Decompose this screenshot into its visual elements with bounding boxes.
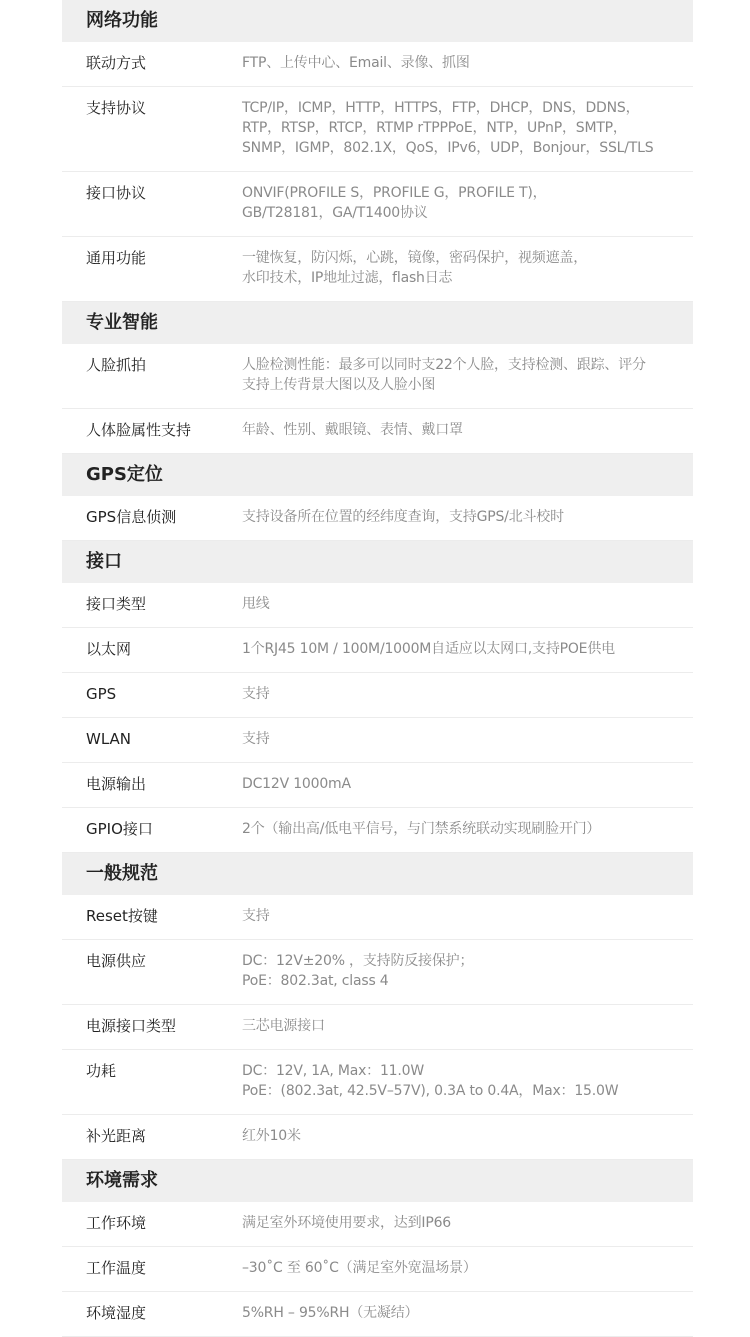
spec-label: 电源接口类型 (86, 1017, 177, 1035)
spec-row (62, 87, 693, 172)
spec-value: 年龄、性别、戴眼镜、表情、戴口罩 (242, 422, 463, 438)
spec-row (62, 718, 693, 763)
spec-label: 电源输出 (86, 775, 147, 793)
spec-value: DC：12V, 1A, Max：11.0W PoE：(802.3at, 42.5V–57V), 0.3A to 0.4A，Max：15.0W (242, 1063, 619, 1099)
spec-section (62, 454, 693, 541)
spec-label: 接口协议 (86, 184, 147, 202)
spec-label: 联动方式 (86, 54, 147, 72)
spec-row (62, 1247, 693, 1292)
spec-value: 支持 (242, 908, 270, 924)
spec-section (62, 302, 693, 454)
spec-value: 1个RJ45 10M / 100M/1000M自适应以太网口,支持POE供电 (242, 641, 615, 657)
spec-value: DC：12V±20% ，支持防反接保护； PoE：802.3at, class 4 (242, 953, 474, 989)
spec-value: DC12V 1000mA (242, 776, 351, 792)
spec-table (62, 0, 693, 1337)
section-header: GPS定位 (62, 454, 693, 496)
spec-row (62, 237, 693, 302)
spec-value: 三芯电源接口 (242, 1018, 325, 1034)
spec-row (62, 673, 693, 718)
spec-row (62, 895, 693, 940)
spec-value: 满足室外环境使用要求，达到IP66 (242, 1215, 451, 1231)
spec-label: 工作环境 (86, 1214, 147, 1232)
section-header: 环境需求 (62, 1160, 693, 1202)
spec-row (62, 172, 693, 237)
spec-label: 人脸抓拍 (86, 356, 147, 374)
spec-row (62, 1050, 693, 1115)
spec-section (62, 541, 693, 853)
spec-row (62, 628, 693, 673)
spec-row (62, 409, 693, 454)
spec-row (62, 1005, 693, 1050)
spec-value: 2个（输出高/低电平信号，与门禁系统联动实现刷脸开门） (242, 821, 601, 837)
spec-row (62, 763, 693, 808)
spec-label: 环境湿度 (86, 1304, 147, 1322)
spec-value: 支持 (242, 686, 270, 702)
spec-value: TCP/IP，ICMP，HTTP，HTTPS，FTP，DHCP，DNS，DDNS， RTP，RTSP，RTCP，RTMP rTPPPoE，NTP，UPnP，SMTP， SNMP，IGMP，802.1X，QoS，IPv6，UDP，Bonjour，SSL/TLS (242, 100, 654, 156)
section-header: 专业智能 (62, 302, 693, 344)
spec-value: 5%RH – 95%RH（无凝结） (242, 1305, 419, 1321)
spec-row (62, 1292, 693, 1337)
spec-value: 人脸检测性能：最多可以同时支22个人脸，支持检测、跟踪、评分 支持上传背景大图以及人脸小图 (242, 357, 646, 393)
spec-value: 甩线 (242, 596, 270, 612)
spec-label: 通用功能 (86, 249, 147, 267)
spec-row (62, 583, 693, 628)
spec-value: 支持 (242, 731, 270, 747)
spec-row (62, 1115, 693, 1160)
spec-value: ONVIF(PROFILE S，PROFILE G，PROFILE T)， GB/T28181，GA/T1400协议 (242, 185, 547, 221)
spec-label: 人体脸属性支持 (86, 421, 192, 439)
spec-row (62, 1202, 693, 1247)
spec-label: 以太网 (86, 640, 132, 658)
spec-section (62, 1160, 693, 1337)
spec-value: 一键恢复，防闪烁，心跳，镜像，密码保护，视频遮盖， 水印技术，IP地址过滤，flash日志 (242, 250, 587, 286)
spec-label: 支持协议 (86, 99, 147, 117)
spec-row (62, 42, 693, 87)
spec-row (62, 940, 693, 1005)
spec-value: 红外10米 (242, 1128, 301, 1144)
spec-row (62, 344, 693, 409)
spec-row (62, 808, 693, 853)
spec-label: GPIO接口 (86, 820, 153, 838)
spec-label: 电源供应 (86, 952, 147, 970)
spec-label: WLAN (86, 730, 132, 748)
spec-row (62, 496, 693, 541)
spec-section (62, 0, 693, 302)
spec-value: FTP、上传中心、Email、录像、抓图 (242, 55, 470, 71)
spec-label: 补光距离 (86, 1127, 147, 1145)
spec-label: 功耗 (86, 1062, 117, 1080)
spec-value: –30˚C 至 60˚C（满足室外宽温场景） (242, 1260, 477, 1276)
spec-label: 接口类型 (86, 595, 147, 613)
section-header: 接口 (62, 541, 693, 583)
spec-label: Reset按键 (86, 907, 158, 925)
spec-label: 工作温度 (86, 1259, 147, 1277)
section-header: 网络功能 (62, 0, 693, 42)
spec-label: GPS (86, 685, 117, 703)
section-header: 一般规范 (62, 853, 693, 895)
spec-label: GPS信息侦测 (86, 508, 177, 526)
spec-section (62, 853, 693, 1160)
spec-value: 支持设备所在位置的经纬度查询，支持GPS/北斗校时 (242, 509, 564, 525)
